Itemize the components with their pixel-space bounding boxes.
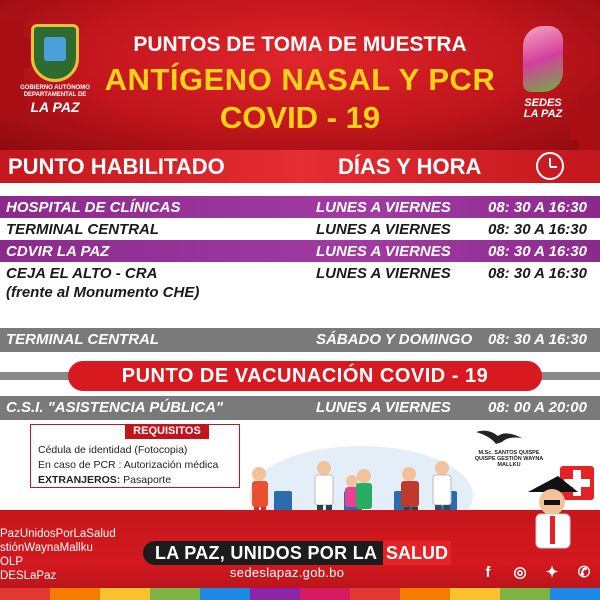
whatsapp-icon[interactable]: ✆ bbox=[577, 564, 591, 581]
twitter-icon[interactable]: ✦ bbox=[545, 564, 559, 581]
sedes-la-paz-logo bbox=[518, 26, 568, 126]
clock-icon bbox=[536, 152, 564, 180]
column-header-dias: DÍAS Y HORA bbox=[338, 154, 482, 179]
color-stripe-bar bbox=[0, 588, 600, 600]
row-days: LUNES A VIERNES bbox=[316, 265, 451, 282]
vaccination-row bbox=[0, 396, 600, 420]
wayna-mallku-label: M.Sc. SANTOS QUISPE QUISPE GESTIÓN WAYNA MALLKU bbox=[474, 450, 544, 468]
header-banner bbox=[0, 0, 600, 150]
department-map-icon bbox=[523, 26, 563, 92]
title-line-2: ANTÍGENO NASAL Y PCR bbox=[104, 62, 496, 97]
logo-left-name: LA PAZ bbox=[30, 99, 80, 115]
color-stripe bbox=[100, 588, 150, 600]
hashtag-text: PazUnidosPorLaSalud bbox=[0, 528, 116, 540]
vaccination-title: PUNTO DE VACUNACIÓN COVID - 19 bbox=[68, 361, 542, 391]
table-row bbox=[0, 262, 600, 304]
requirements-title: REQUISITOS bbox=[125, 424, 209, 439]
row-hours: 08: 30 A 16:30 bbox=[488, 331, 587, 348]
condor-icon bbox=[476, 428, 522, 446]
row-place-note: (frente al Monumento CHE) bbox=[6, 284, 200, 301]
row-hours: 08: 30 A 16:30 bbox=[488, 265, 587, 282]
weekend-row bbox=[0, 328, 600, 352]
color-stripe bbox=[250, 588, 300, 600]
row-place: TERMINAL CENTRAL bbox=[6, 221, 160, 238]
requirement-bold: EXTRANJEROS: bbox=[38, 474, 121, 486]
color-stripe bbox=[0, 588, 50, 600]
instagram-icon[interactable]: ◎ bbox=[513, 564, 527, 581]
color-stripe bbox=[50, 588, 100, 600]
table-row bbox=[0, 240, 600, 262]
row-days: LUNES A VIERNES bbox=[316, 243, 451, 260]
row-place: CEJA EL ALTO - CRA bbox=[6, 265, 158, 282]
row-place: CDVIR LA PAZ bbox=[6, 243, 110, 260]
hashtag-text: OLP bbox=[0, 556, 24, 568]
color-stripe bbox=[450, 588, 500, 600]
row-days: LUNES A VIERNES bbox=[316, 221, 451, 238]
column-header-band bbox=[0, 150, 600, 183]
row-hours: 08: 30 A 16:30 bbox=[488, 221, 587, 238]
row-days: LUNES A VIERNES bbox=[316, 199, 451, 216]
social-icons bbox=[477, 562, 595, 584]
slogan-accent: SALUD bbox=[383, 541, 451, 565]
color-stripe bbox=[200, 588, 250, 600]
facebook-icon[interactable]: f bbox=[485, 564, 491, 581]
row-hours: 08: 30 A 16:30 bbox=[488, 199, 587, 216]
title-line-3: COVID - 19 bbox=[219, 100, 381, 135]
slogan-main: LA PAZ, UNIDOS POR LA bbox=[155, 543, 378, 563]
color-stripe bbox=[150, 588, 200, 600]
row-hours: 08: 30 A 16:30 bbox=[488, 243, 587, 260]
logo-right-label: SEDES LA PAZ bbox=[523, 97, 563, 120]
column-header-punto: PUNTO HABILITADO bbox=[8, 154, 225, 179]
row-days: SÁBADO Y DOMINGO bbox=[316, 331, 473, 348]
requirement-item: En caso de PCR : Autorización médica bbox=[38, 459, 219, 471]
color-stripe bbox=[400, 588, 450, 600]
hashtag-text: stiónWaynaMallku bbox=[0, 542, 93, 554]
table-row bbox=[0, 196, 600, 218]
row-place: C.S.I. "ASISTENCIA PÚBLICA" bbox=[6, 399, 224, 416]
color-stripe bbox=[500, 588, 550, 600]
logo-left-label: GOBIERNO AUTÓNOMO DEPARTAMENTAL DE bbox=[20, 85, 90, 98]
table-row bbox=[0, 218, 600, 240]
row-days: LUNES A VIERNES bbox=[316, 399, 451, 416]
row-place: TERMINAL CENTRAL bbox=[6, 331, 160, 348]
color-stripe bbox=[350, 588, 400, 600]
requirement-item bbox=[38, 474, 171, 486]
color-stripe bbox=[300, 588, 350, 600]
website-url[interactable]: sedeslapaz.gob.bo bbox=[230, 565, 345, 580]
requirement-rest: Pasaporte bbox=[120, 474, 172, 486]
doctor-mascot-illustration bbox=[520, 462, 596, 554]
row-hours: 08: 00 A 20:00 bbox=[488, 399, 587, 416]
row-place: HOSPITAL DE CLÍNICAS bbox=[6, 199, 181, 216]
requirement-item: Cédula de identidad (Fotocopia) bbox=[38, 444, 188, 456]
color-stripe bbox=[550, 588, 600, 600]
title-line-1: PUNTOS DE TOMA DE MUESTRA bbox=[133, 33, 467, 56]
hashtag-text: DESLaPaz bbox=[0, 570, 57, 582]
